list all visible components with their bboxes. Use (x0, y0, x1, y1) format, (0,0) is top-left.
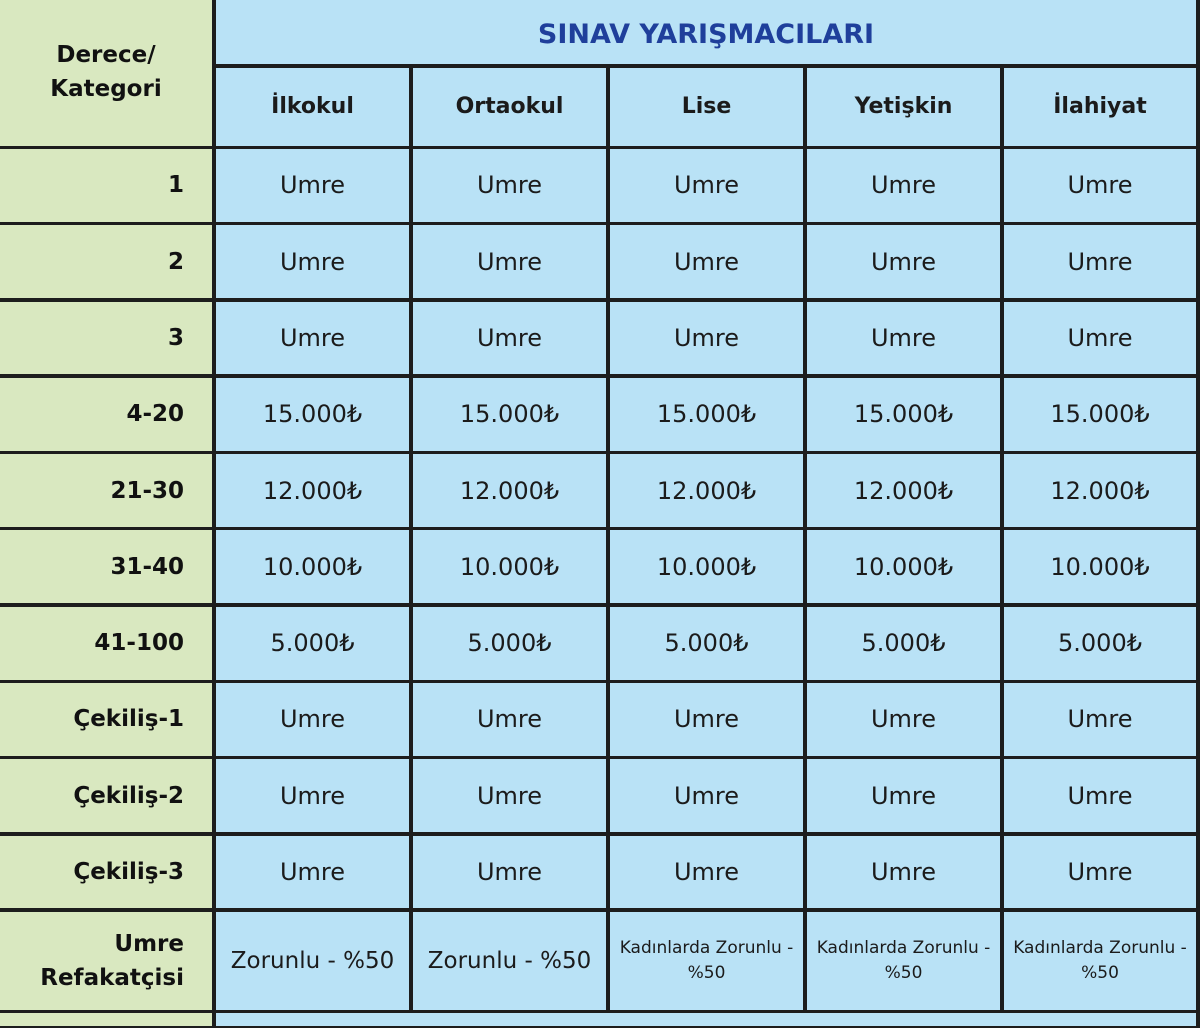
companion-cell-line2: %50 (1081, 962, 1119, 983)
table-cell: Umre (216, 683, 409, 756)
table-cell: Umre (216, 225, 409, 298)
table-cell: 10.000₺ (1004, 530, 1196, 603)
table-cell: Umre (216, 302, 409, 375)
table-cell: Umre (216, 836, 409, 909)
column-header: Yetişkin (807, 68, 1000, 146)
companion-row-label (0, 912, 212, 1010)
table-cell: 10.000₺ (807, 530, 1000, 603)
bottom-strip-cell (0, 1013, 212, 1026)
table-cell: 10.000₺ (216, 530, 409, 603)
companion-cell-line1: Kadınlarda Zorunlu - (816, 937, 991, 958)
table-cell: 15.000₺ (413, 378, 606, 451)
table-cell: 5.000₺ (807, 607, 1000, 680)
companion-cell-line1: Zorunlu - %50 (230, 947, 395, 974)
companion-cell (807, 912, 1000, 1010)
bottom-strip-cell (216, 1013, 1196, 1026)
table-cell: Umre (807, 149, 1000, 222)
table-cell: 12.000₺ (413, 454, 606, 527)
table-cell: 10.000₺ (610, 530, 803, 603)
table-cell: Umre (1004, 302, 1196, 375)
row-label: 1 (0, 149, 212, 222)
table-cell: Umre (413, 683, 606, 756)
table-cell: Umre (1004, 836, 1196, 909)
table-cell: Umre (1004, 149, 1196, 222)
companion-cell (413, 912, 606, 1010)
row-label: 31-40 (0, 530, 212, 603)
table-cell: 15.000₺ (610, 378, 803, 451)
table-cell: Umre (807, 225, 1000, 298)
table-cell: Umre (413, 302, 606, 375)
corner-label (50, 38, 161, 106)
table-cell: 15.000₺ (216, 378, 409, 451)
column-header: Ortaokul (413, 68, 606, 146)
corner-label-line1: Derece/ (56, 42, 156, 68)
table-cell: Umre (1004, 683, 1196, 756)
row-label: 2 (0, 225, 212, 298)
column-header: Lise (610, 68, 803, 146)
corner-label-line2: Kategori (50, 76, 162, 102)
companion-cell-line1: Zorunlu - %50 (427, 947, 592, 974)
table-cell: Umre (807, 836, 1000, 909)
table-cell: 15.000₺ (1004, 378, 1196, 451)
table-cell: 12.000₺ (1004, 454, 1196, 527)
table-cell: 5.000₺ (1004, 607, 1196, 680)
table-cell: Umre (610, 759, 803, 832)
column-header: İlkokul (216, 68, 409, 146)
table-cell: Umre (413, 149, 606, 222)
companion-cell-line1: Kadınlarda Zorunlu - (619, 937, 794, 958)
companion-cell (1004, 912, 1196, 1010)
table-cell: Umre (807, 302, 1000, 375)
table-cell: Umre (1004, 759, 1196, 832)
table-cell: 5.000₺ (413, 607, 606, 680)
table-cell: Umre (1004, 225, 1196, 298)
table-cell: Umre (610, 225, 803, 298)
row-label: 41-100 (0, 607, 212, 680)
table-cell: Umre (216, 759, 409, 832)
companion-label-line2: Refakatçisi (40, 964, 184, 991)
table-cell: 15.000₺ (807, 378, 1000, 451)
table-cell: Umre (610, 149, 803, 222)
table-cell: Umre (807, 759, 1000, 832)
table-cell: Umre (413, 225, 606, 298)
table-cell: 12.000₺ (610, 454, 803, 527)
table-cell: Umre (610, 683, 803, 756)
table-cell: Umre (807, 683, 1000, 756)
companion-cell-line1: Kadınlarda Zorunlu - (1013, 937, 1187, 958)
table-cell: Umre (610, 836, 803, 909)
corner-header-cell (0, 0, 212, 146)
row-label: Çekiliş-2 (0, 759, 212, 832)
table-cell: 12.000₺ (807, 454, 1000, 527)
table-cell: 12.000₺ (216, 454, 409, 527)
table-cell: Umre (413, 759, 606, 832)
table-cell: Umre (216, 149, 409, 222)
companion-cell (610, 912, 803, 1010)
table-cell: 5.000₺ (610, 607, 803, 680)
table-cell: Umre (413, 836, 606, 909)
row-label: 4-20 (0, 378, 212, 451)
row-label: 21-30 (0, 454, 212, 527)
companion-cell-line2: %50 (687, 962, 726, 983)
companion-label-line1: Umre (114, 930, 184, 957)
table-cell: Umre (610, 302, 803, 375)
table-cell: 5.000₺ (216, 607, 409, 680)
companion-cell (216, 912, 409, 1010)
row-label: 3 (0, 302, 212, 375)
companion-cell-line2: %50 (884, 962, 923, 983)
table-title: SINAV YARIŞMACILARI (216, 0, 1196, 64)
table-cell: 10.000₺ (413, 530, 606, 603)
row-label: Çekiliş-1 (0, 683, 212, 756)
row-label: Çekiliş-3 (0, 836, 212, 909)
column-header: İlahiyat (1004, 68, 1196, 146)
